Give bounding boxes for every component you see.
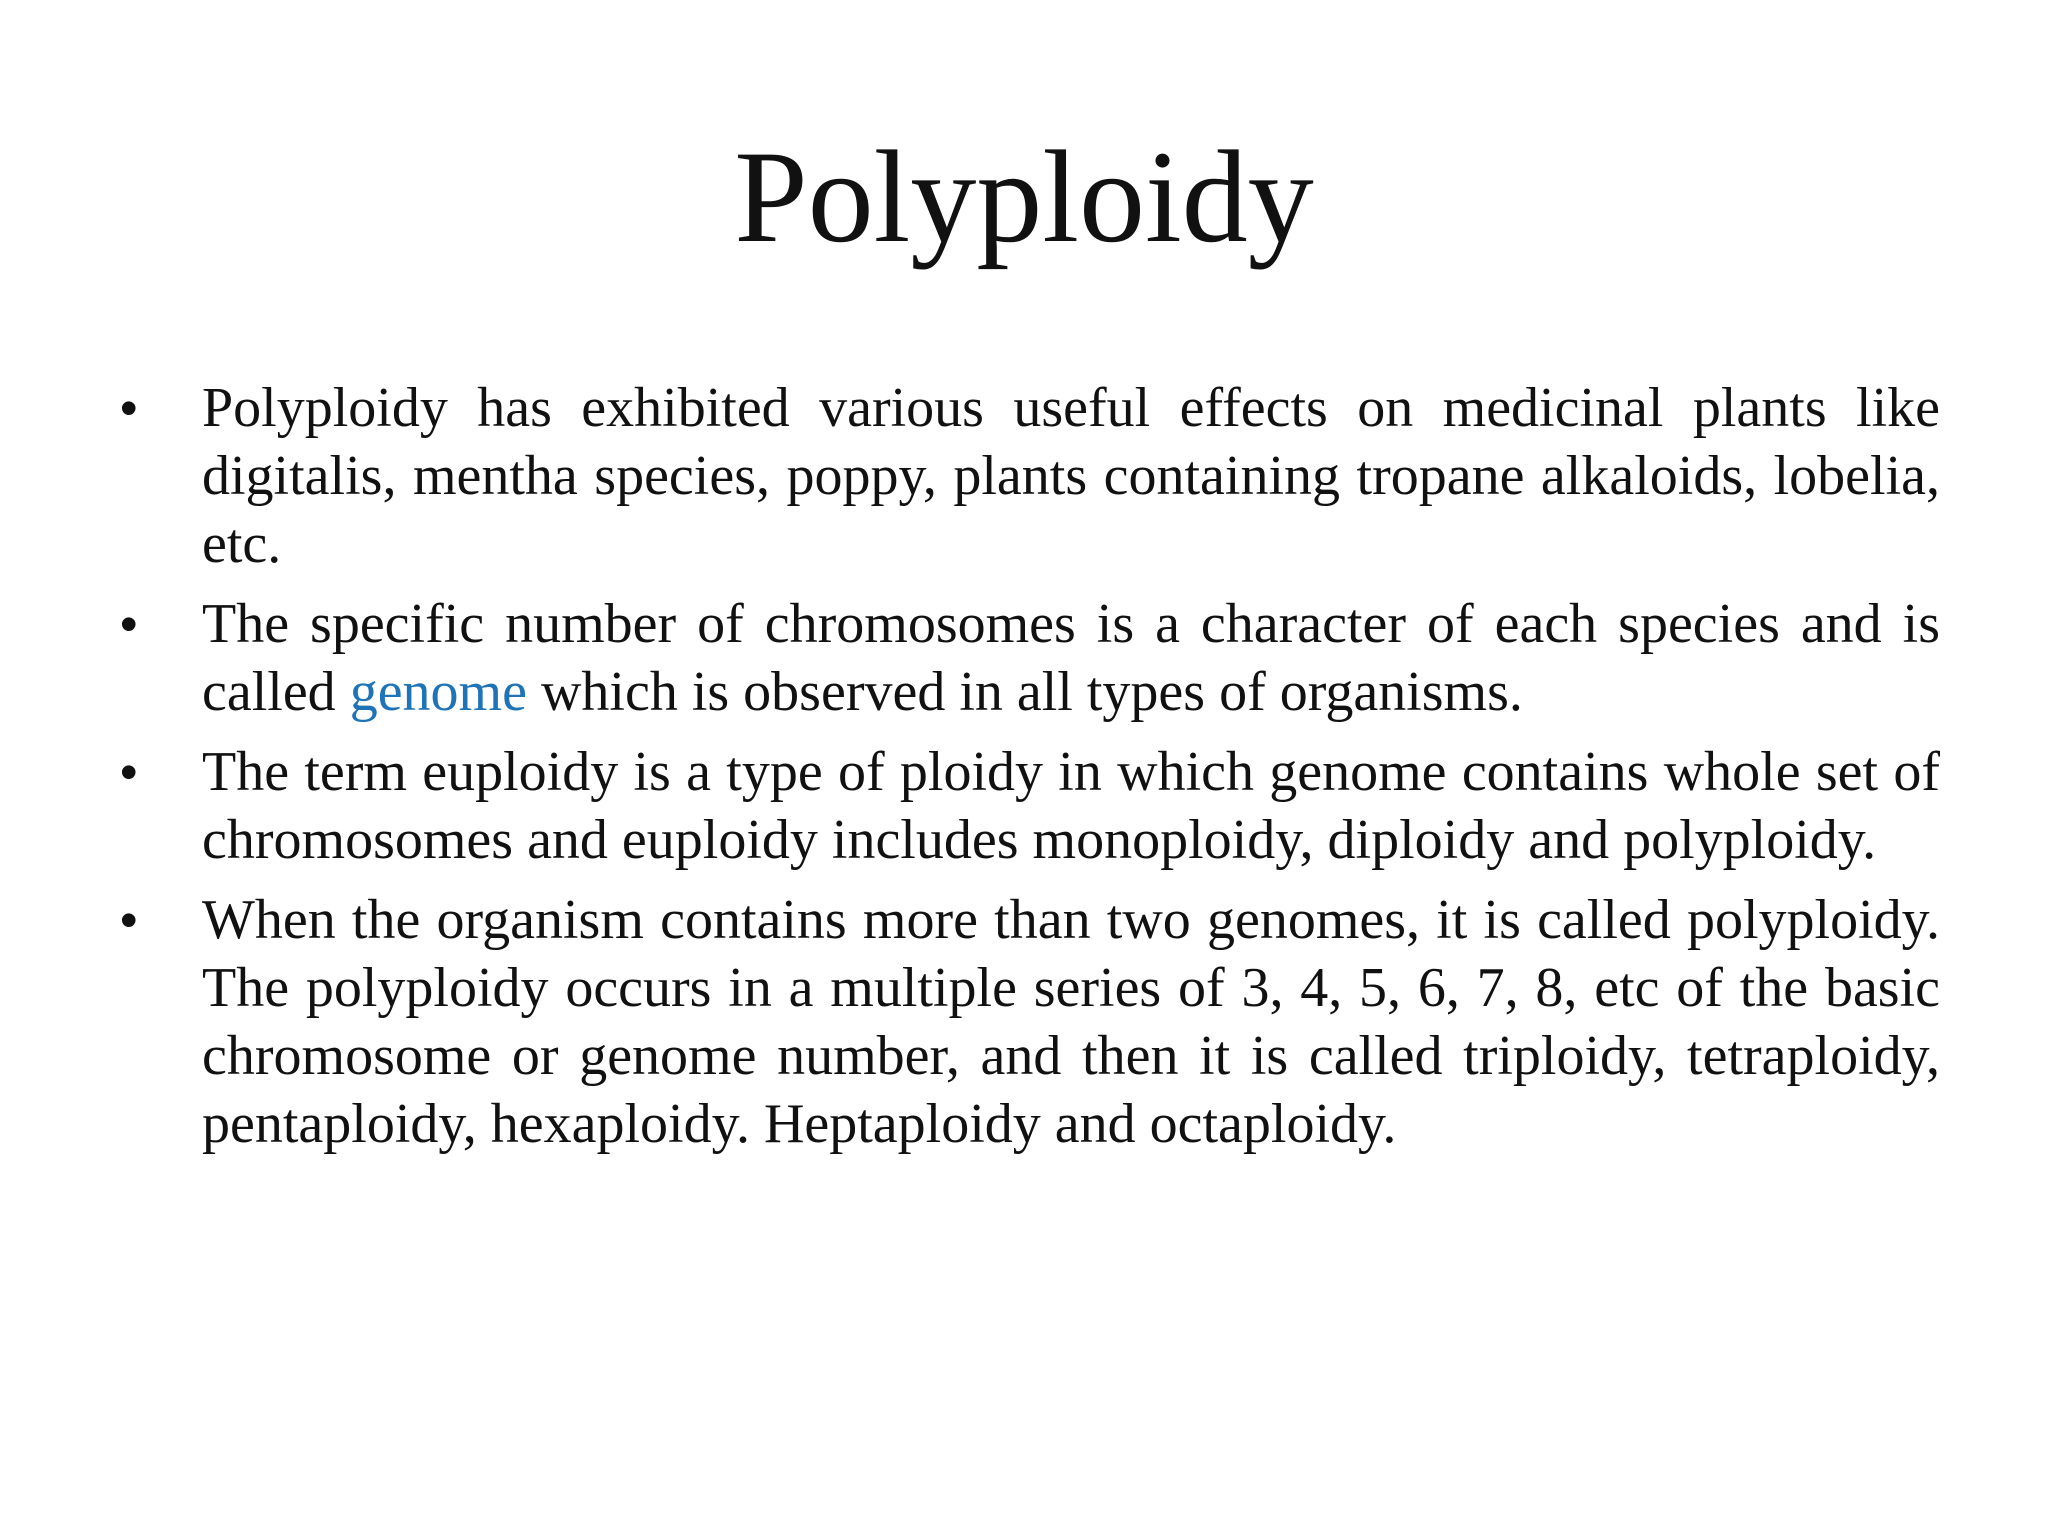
bullet-list [120, 374, 1940, 1170]
bullet-item-4 [120, 886, 1940, 1158]
bullet-text-2-before: The specific number of chromosomes is a character of each species and is called [202, 593, 1940, 723]
bullet-item-2 [120, 590, 1940, 726]
genome-term-link[interactable]: genome [349, 661, 527, 723]
bullet-marker-2: • [120, 596, 138, 652]
bullet-text-4: When the organism contains more than two genomes, it is called polyploidy. The polyploidy occurs in a multiple series of 3, 4, 5, 6, 7, 8, etc of the basic chromosome or genome number, and then it is called triploidy, tetraploidy, pentaploidy, hexaploidy. Heptaploidy and octaploidy. [202, 889, 1940, 1155]
bullet-marker-3: • [120, 744, 138, 800]
bullet-text-1: Polyploidy has exhibited various useful effects on medicinal plants like digitalis, mentha species, poppy, plants containing tropane alkaloids, lobelia, etc. [202, 377, 1940, 575]
bullet-marker-1: • [120, 380, 138, 436]
bullet-marker-4: • [120, 892, 138, 948]
bullet-item-3 [120, 738, 1940, 874]
bullet-item-1 [120, 374, 1940, 578]
bullet-text-3: The term euploidy is a type of ploidy in which genome contains whole set of chromosomes and euploidy includes monoploidy, diploidy and polyploidy. [202, 741, 1940, 871]
slide-title: Polyploidy [734, 123, 1314, 270]
bullet-text-2-after: which is observed in all types of organisms. [526, 661, 1523, 723]
